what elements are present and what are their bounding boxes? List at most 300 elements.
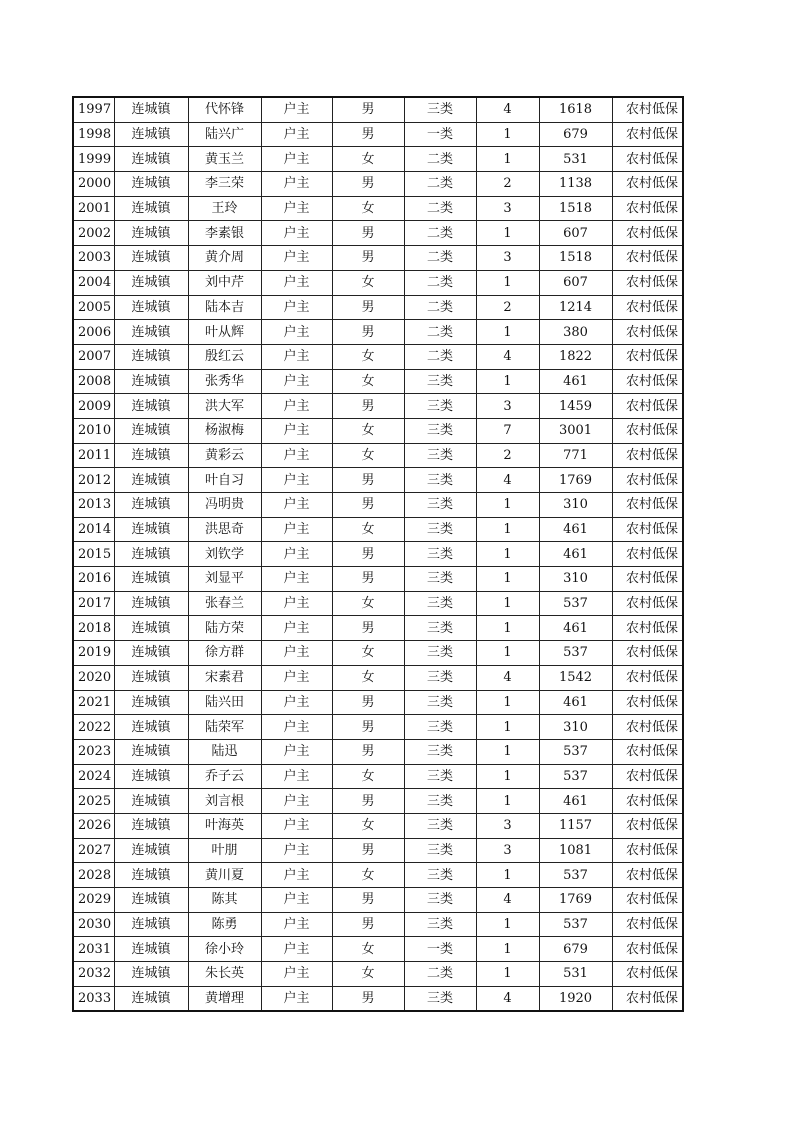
assistance-type-cell: 农村低保 bbox=[612, 369, 683, 394]
category-cell: 三类 bbox=[404, 493, 476, 518]
household-size-cell: 1 bbox=[476, 764, 539, 789]
household-size-cell: 3 bbox=[476, 246, 539, 271]
assistance-type-cell: 农村低保 bbox=[612, 665, 683, 690]
amount-cell: 1081 bbox=[539, 838, 612, 863]
gender-cell: 男 bbox=[332, 172, 404, 197]
assistance-type-cell: 农村低保 bbox=[612, 394, 683, 419]
relation-cell: 户主 bbox=[261, 221, 332, 246]
relation-cell: 户主 bbox=[261, 468, 332, 493]
category-cell: 二类 bbox=[404, 295, 476, 320]
gender-cell: 女 bbox=[332, 418, 404, 443]
assistance-type-cell: 农村低保 bbox=[612, 616, 683, 641]
category-cell: 二类 bbox=[404, 196, 476, 221]
table-row bbox=[73, 517, 683, 542]
town-cell: 连城镇 bbox=[114, 764, 188, 789]
category-cell: 二类 bbox=[404, 147, 476, 172]
category-cell: 三类 bbox=[404, 443, 476, 468]
assistance-type-cell: 农村低保 bbox=[612, 789, 683, 814]
serial-number-cell: 2025 bbox=[73, 789, 114, 814]
assistance-type-cell: 农村低保 bbox=[612, 270, 683, 295]
name-cell: 陈其 bbox=[188, 888, 261, 913]
relation-cell: 户主 bbox=[261, 567, 332, 592]
category-cell: 三类 bbox=[404, 739, 476, 764]
serial-number-cell: 2024 bbox=[73, 764, 114, 789]
town-cell: 连城镇 bbox=[114, 122, 188, 147]
town-cell: 连城镇 bbox=[114, 715, 188, 740]
table-row bbox=[73, 147, 683, 172]
assistance-type-cell: 农村低保 bbox=[612, 443, 683, 468]
serial-number-cell: 2022 bbox=[73, 715, 114, 740]
category-cell: 三类 bbox=[404, 567, 476, 592]
relation-cell: 户主 bbox=[261, 295, 332, 320]
town-cell: 连城镇 bbox=[114, 838, 188, 863]
category-cell: 三类 bbox=[404, 986, 476, 1011]
gender-cell: 男 bbox=[332, 715, 404, 740]
serial-number-cell: 2019 bbox=[73, 641, 114, 666]
amount-cell: 1769 bbox=[539, 888, 612, 913]
table-row bbox=[73, 172, 683, 197]
assistance-type-cell: 农村低保 bbox=[612, 641, 683, 666]
assistance-type-cell: 农村低保 bbox=[612, 295, 683, 320]
amount-cell: 1542 bbox=[539, 665, 612, 690]
serial-number-cell: 2027 bbox=[73, 838, 114, 863]
relation-cell: 户主 bbox=[261, 813, 332, 838]
name-cell: 徐方群 bbox=[188, 641, 261, 666]
assistance-type-cell: 农村低保 bbox=[612, 172, 683, 197]
town-cell: 连城镇 bbox=[114, 147, 188, 172]
household-size-cell: 1 bbox=[476, 369, 539, 394]
relation-cell: 户主 bbox=[261, 863, 332, 888]
gender-cell: 男 bbox=[332, 616, 404, 641]
gender-cell: 女 bbox=[332, 764, 404, 789]
serial-number-cell: 2006 bbox=[73, 320, 114, 345]
name-cell: 黄介周 bbox=[188, 246, 261, 271]
table-row bbox=[73, 493, 683, 518]
serial-number-cell: 2010 bbox=[73, 418, 114, 443]
town-cell: 连城镇 bbox=[114, 97, 188, 122]
town-cell: 连城镇 bbox=[114, 567, 188, 592]
serial-number-cell: 2029 bbox=[73, 888, 114, 913]
relation-cell: 户主 bbox=[261, 97, 332, 122]
serial-number-cell: 2026 bbox=[73, 813, 114, 838]
town-cell: 连城镇 bbox=[114, 665, 188, 690]
town-cell: 连城镇 bbox=[114, 616, 188, 641]
household-size-cell: 2 bbox=[476, 443, 539, 468]
household-size-cell: 1 bbox=[476, 122, 539, 147]
gender-cell: 男 bbox=[332, 295, 404, 320]
relation-cell: 户主 bbox=[261, 838, 332, 863]
household-size-cell: 4 bbox=[476, 344, 539, 369]
relation-cell: 户主 bbox=[261, 320, 332, 345]
town-cell: 连城镇 bbox=[114, 962, 188, 987]
name-cell: 刘显平 bbox=[188, 567, 261, 592]
amount-cell: 531 bbox=[539, 147, 612, 172]
town-cell: 连城镇 bbox=[114, 394, 188, 419]
name-cell: 陈勇 bbox=[188, 912, 261, 937]
assistance-type-cell: 农村低保 bbox=[612, 493, 683, 518]
category-cell: 三类 bbox=[404, 641, 476, 666]
household-size-cell: 1 bbox=[476, 221, 539, 246]
serial-number-cell: 2005 bbox=[73, 295, 114, 320]
serial-number-cell: 2020 bbox=[73, 665, 114, 690]
table-row bbox=[73, 616, 683, 641]
serial-number-cell: 2007 bbox=[73, 344, 114, 369]
category-cell: 三类 bbox=[404, 764, 476, 789]
relation-cell: 户主 bbox=[261, 641, 332, 666]
table-row bbox=[73, 863, 683, 888]
name-cell: 冯明贵 bbox=[188, 493, 261, 518]
household-size-cell: 1 bbox=[476, 912, 539, 937]
serial-number-cell: 2004 bbox=[73, 270, 114, 295]
relation-cell: 户主 bbox=[261, 715, 332, 740]
assistance-type-cell: 农村低保 bbox=[612, 542, 683, 567]
gender-cell: 男 bbox=[332, 838, 404, 863]
category-cell: 三类 bbox=[404, 542, 476, 567]
table-row bbox=[73, 986, 683, 1011]
amount-cell: 3001 bbox=[539, 418, 612, 443]
gender-cell: 男 bbox=[332, 122, 404, 147]
household-size-cell: 1 bbox=[476, 739, 539, 764]
town-cell: 连城镇 bbox=[114, 418, 188, 443]
serial-number-cell: 2014 bbox=[73, 517, 114, 542]
table-row bbox=[73, 591, 683, 616]
town-cell: 连城镇 bbox=[114, 270, 188, 295]
gender-cell: 女 bbox=[332, 147, 404, 172]
household-size-cell: 1 bbox=[476, 937, 539, 962]
amount-cell: 537 bbox=[539, 739, 612, 764]
category-cell: 二类 bbox=[404, 962, 476, 987]
assistance-type-cell: 农村低保 bbox=[612, 813, 683, 838]
name-cell: 乔子云 bbox=[188, 764, 261, 789]
table-row bbox=[73, 468, 683, 493]
name-cell: 殷红云 bbox=[188, 344, 261, 369]
category-cell: 三类 bbox=[404, 813, 476, 838]
assistance-type-cell: 农村低保 bbox=[612, 344, 683, 369]
household-size-cell: 1 bbox=[476, 863, 539, 888]
assistance-type-cell: 农村低保 bbox=[612, 320, 683, 345]
gender-cell: 女 bbox=[332, 641, 404, 666]
serial-number-cell: 2031 bbox=[73, 937, 114, 962]
amount-cell: 461 bbox=[539, 616, 612, 641]
town-cell: 连城镇 bbox=[114, 493, 188, 518]
serial-number-cell: 2013 bbox=[73, 493, 114, 518]
name-cell: 李三荣 bbox=[188, 172, 261, 197]
serial-number-cell: 2011 bbox=[73, 443, 114, 468]
assistance-type-cell: 农村低保 bbox=[612, 739, 683, 764]
category-cell: 二类 bbox=[404, 221, 476, 246]
amount-cell: 679 bbox=[539, 122, 612, 147]
amount-cell: 537 bbox=[539, 863, 612, 888]
household-size-cell: 1 bbox=[476, 641, 539, 666]
name-cell: 陆荣军 bbox=[188, 715, 261, 740]
amount-cell: 537 bbox=[539, 764, 612, 789]
table-row bbox=[73, 344, 683, 369]
town-cell: 连城镇 bbox=[114, 320, 188, 345]
gender-cell: 女 bbox=[332, 344, 404, 369]
amount-cell: 310 bbox=[539, 493, 612, 518]
amount-cell: 380 bbox=[539, 320, 612, 345]
amount-cell: 1769 bbox=[539, 468, 612, 493]
household-size-cell: 3 bbox=[476, 813, 539, 838]
household-size-cell: 1 bbox=[476, 320, 539, 345]
assistance-type-cell: 农村低保 bbox=[612, 863, 683, 888]
assistance-type-cell: 农村低保 bbox=[612, 246, 683, 271]
name-cell: 叶从辉 bbox=[188, 320, 261, 345]
relation-cell: 户主 bbox=[261, 591, 332, 616]
table-row bbox=[73, 813, 683, 838]
name-cell: 叶海英 bbox=[188, 813, 261, 838]
amount-cell: 537 bbox=[539, 912, 612, 937]
town-cell: 连城镇 bbox=[114, 517, 188, 542]
name-cell: 黄川夏 bbox=[188, 863, 261, 888]
category-cell: 三类 bbox=[404, 715, 476, 740]
assistance-type-cell: 农村低保 bbox=[612, 937, 683, 962]
assistance-type-cell: 农村低保 bbox=[612, 764, 683, 789]
amount-cell: 461 bbox=[539, 789, 612, 814]
assistance-type-cell: 农村低保 bbox=[612, 517, 683, 542]
household-size-cell: 1 bbox=[476, 542, 539, 567]
name-cell: 代怀锋 bbox=[188, 97, 261, 122]
amount-cell: 679 bbox=[539, 937, 612, 962]
town-cell: 连城镇 bbox=[114, 813, 188, 838]
amount-cell: 1138 bbox=[539, 172, 612, 197]
town-cell: 连城镇 bbox=[114, 937, 188, 962]
household-size-cell: 1 bbox=[476, 690, 539, 715]
serial-number-cell: 2017 bbox=[73, 591, 114, 616]
name-cell: 徐小玲 bbox=[188, 937, 261, 962]
table-row bbox=[73, 394, 683, 419]
household-size-cell: 4 bbox=[476, 468, 539, 493]
household-size-cell: 2 bbox=[476, 172, 539, 197]
relation-cell: 户主 bbox=[261, 542, 332, 567]
household-size-cell: 4 bbox=[476, 888, 539, 913]
serial-number-cell: 2001 bbox=[73, 196, 114, 221]
town-cell: 连城镇 bbox=[114, 789, 188, 814]
amount-cell: 1822 bbox=[539, 344, 612, 369]
table-row bbox=[73, 764, 683, 789]
relation-cell: 户主 bbox=[261, 690, 332, 715]
relation-cell: 户主 bbox=[261, 147, 332, 172]
name-cell: 陆兴田 bbox=[188, 690, 261, 715]
category-cell: 二类 bbox=[404, 270, 476, 295]
name-cell: 黄玉兰 bbox=[188, 147, 261, 172]
table-row bbox=[73, 912, 683, 937]
amount-cell: 1618 bbox=[539, 97, 612, 122]
serial-number-cell: 2015 bbox=[73, 542, 114, 567]
gender-cell: 男 bbox=[332, 912, 404, 937]
household-size-cell: 1 bbox=[476, 962, 539, 987]
serial-number-cell: 2012 bbox=[73, 468, 114, 493]
town-cell: 连城镇 bbox=[114, 369, 188, 394]
gender-cell: 女 bbox=[332, 591, 404, 616]
category-cell: 二类 bbox=[404, 320, 476, 345]
relation-cell: 户主 bbox=[261, 616, 332, 641]
serial-number-cell: 1999 bbox=[73, 147, 114, 172]
serial-number-cell: 2023 bbox=[73, 739, 114, 764]
table-body bbox=[73, 97, 683, 1011]
household-size-cell: 1 bbox=[476, 517, 539, 542]
name-cell: 洪思奇 bbox=[188, 517, 261, 542]
category-cell: 一类 bbox=[404, 122, 476, 147]
amount-cell: 537 bbox=[539, 591, 612, 616]
assistance-type-cell: 农村低保 bbox=[612, 591, 683, 616]
gender-cell: 女 bbox=[332, 443, 404, 468]
amount-cell: 310 bbox=[539, 715, 612, 740]
category-cell: 三类 bbox=[404, 863, 476, 888]
amount-cell: 461 bbox=[539, 517, 612, 542]
category-cell: 三类 bbox=[404, 665, 476, 690]
amount-cell: 1518 bbox=[539, 246, 612, 271]
name-cell: 刘钦学 bbox=[188, 542, 261, 567]
relation-cell: 户主 bbox=[261, 172, 332, 197]
town-cell: 连城镇 bbox=[114, 542, 188, 567]
amount-cell: 1214 bbox=[539, 295, 612, 320]
name-cell: 叶自习 bbox=[188, 468, 261, 493]
amount-cell: 531 bbox=[539, 962, 612, 987]
amount-cell: 461 bbox=[539, 542, 612, 567]
gender-cell: 男 bbox=[332, 493, 404, 518]
table-row bbox=[73, 962, 683, 987]
relation-cell: 户主 bbox=[261, 246, 332, 271]
amount-cell: 1518 bbox=[539, 196, 612, 221]
gender-cell: 女 bbox=[332, 665, 404, 690]
gender-cell: 男 bbox=[332, 567, 404, 592]
table-row bbox=[73, 270, 683, 295]
assistance-type-cell: 农村低保 bbox=[612, 986, 683, 1011]
table-row bbox=[73, 122, 683, 147]
household-size-cell: 1 bbox=[476, 270, 539, 295]
table-row bbox=[73, 641, 683, 666]
name-cell: 杨淑梅 bbox=[188, 418, 261, 443]
town-cell: 连城镇 bbox=[114, 196, 188, 221]
town-cell: 连城镇 bbox=[114, 344, 188, 369]
table-row bbox=[73, 838, 683, 863]
serial-number-cell: 2009 bbox=[73, 394, 114, 419]
assistance-type-cell: 农村低保 bbox=[612, 690, 683, 715]
gender-cell: 女 bbox=[332, 937, 404, 962]
amount-cell: 1920 bbox=[539, 986, 612, 1011]
serial-number-cell: 2032 bbox=[73, 962, 114, 987]
table-row bbox=[73, 320, 683, 345]
relation-cell: 户主 bbox=[261, 789, 332, 814]
household-size-cell: 1 bbox=[476, 591, 539, 616]
serial-number-cell: 2021 bbox=[73, 690, 114, 715]
household-size-cell: 1 bbox=[476, 616, 539, 641]
town-cell: 连城镇 bbox=[114, 221, 188, 246]
relation-cell: 户主 bbox=[261, 270, 332, 295]
category-cell: 三类 bbox=[404, 394, 476, 419]
category-cell: 三类 bbox=[404, 690, 476, 715]
assistance-type-cell: 农村低保 bbox=[612, 888, 683, 913]
table-row bbox=[73, 97, 683, 122]
gender-cell: 女 bbox=[332, 863, 404, 888]
serial-number-cell: 2016 bbox=[73, 567, 114, 592]
serial-number-cell: 2003 bbox=[73, 246, 114, 271]
gender-cell: 男 bbox=[332, 690, 404, 715]
town-cell: 连城镇 bbox=[114, 863, 188, 888]
household-size-cell: 4 bbox=[476, 665, 539, 690]
town-cell: 连城镇 bbox=[114, 986, 188, 1011]
name-cell: 陆方荣 bbox=[188, 616, 261, 641]
household-size-cell: 1 bbox=[476, 567, 539, 592]
amount-cell: 607 bbox=[539, 270, 612, 295]
town-cell: 连城镇 bbox=[114, 468, 188, 493]
assistance-type-cell: 农村低保 bbox=[612, 468, 683, 493]
household-size-cell: 3 bbox=[476, 838, 539, 863]
table-row bbox=[73, 739, 683, 764]
gender-cell: 女 bbox=[332, 369, 404, 394]
category-cell: 三类 bbox=[404, 591, 476, 616]
category-cell: 三类 bbox=[404, 468, 476, 493]
name-cell: 张秀华 bbox=[188, 369, 261, 394]
category-cell: 三类 bbox=[404, 418, 476, 443]
town-cell: 连城镇 bbox=[114, 591, 188, 616]
gender-cell: 女 bbox=[332, 517, 404, 542]
category-cell: 三类 bbox=[404, 97, 476, 122]
assistance-type-cell: 农村低保 bbox=[612, 147, 683, 172]
relation-cell: 户主 bbox=[261, 665, 332, 690]
relation-cell: 户主 bbox=[261, 517, 332, 542]
amount-cell: 1157 bbox=[539, 813, 612, 838]
serial-number-cell: 2018 bbox=[73, 616, 114, 641]
name-cell: 陆兴广 bbox=[188, 122, 261, 147]
relation-cell: 户主 bbox=[261, 344, 332, 369]
assistance-type-cell: 农村低保 bbox=[612, 418, 683, 443]
name-cell: 刘中芹 bbox=[188, 270, 261, 295]
gender-cell: 男 bbox=[332, 888, 404, 913]
table-row bbox=[73, 690, 683, 715]
table-row bbox=[73, 567, 683, 592]
relation-cell: 户主 bbox=[261, 369, 332, 394]
name-cell: 洪大军 bbox=[188, 394, 261, 419]
category-cell: 三类 bbox=[404, 838, 476, 863]
serial-number-cell: 2002 bbox=[73, 221, 114, 246]
gender-cell: 男 bbox=[332, 394, 404, 419]
relation-cell: 户主 bbox=[261, 196, 332, 221]
town-cell: 连城镇 bbox=[114, 912, 188, 937]
table-row bbox=[73, 295, 683, 320]
category-cell: 三类 bbox=[404, 369, 476, 394]
table-row bbox=[73, 715, 683, 740]
serial-number-cell: 2000 bbox=[73, 172, 114, 197]
amount-cell: 771 bbox=[539, 443, 612, 468]
table-row bbox=[73, 937, 683, 962]
assistance-type-cell: 农村低保 bbox=[612, 196, 683, 221]
category-cell: 一类 bbox=[404, 937, 476, 962]
assistance-type-cell: 农村低保 bbox=[612, 122, 683, 147]
gender-cell: 男 bbox=[332, 542, 404, 567]
table-row bbox=[73, 665, 683, 690]
gender-cell: 男 bbox=[332, 986, 404, 1011]
relation-cell: 户主 bbox=[261, 122, 332, 147]
name-cell: 陆本吉 bbox=[188, 295, 261, 320]
gender-cell: 女 bbox=[332, 962, 404, 987]
relation-cell: 户主 bbox=[261, 493, 332, 518]
relation-cell: 户主 bbox=[261, 394, 332, 419]
assistance-type-cell: 农村低保 bbox=[612, 567, 683, 592]
category-cell: 三类 bbox=[404, 888, 476, 913]
household-size-cell: 1 bbox=[476, 493, 539, 518]
household-size-cell: 3 bbox=[476, 196, 539, 221]
town-cell: 连城镇 bbox=[114, 690, 188, 715]
category-cell: 三类 bbox=[404, 616, 476, 641]
assistance-type-cell: 农村低保 bbox=[612, 962, 683, 987]
gender-cell: 男 bbox=[332, 789, 404, 814]
name-cell: 刘言根 bbox=[188, 789, 261, 814]
table-row bbox=[73, 196, 683, 221]
table-row bbox=[73, 418, 683, 443]
assistance-type-cell: 农村低保 bbox=[612, 97, 683, 122]
